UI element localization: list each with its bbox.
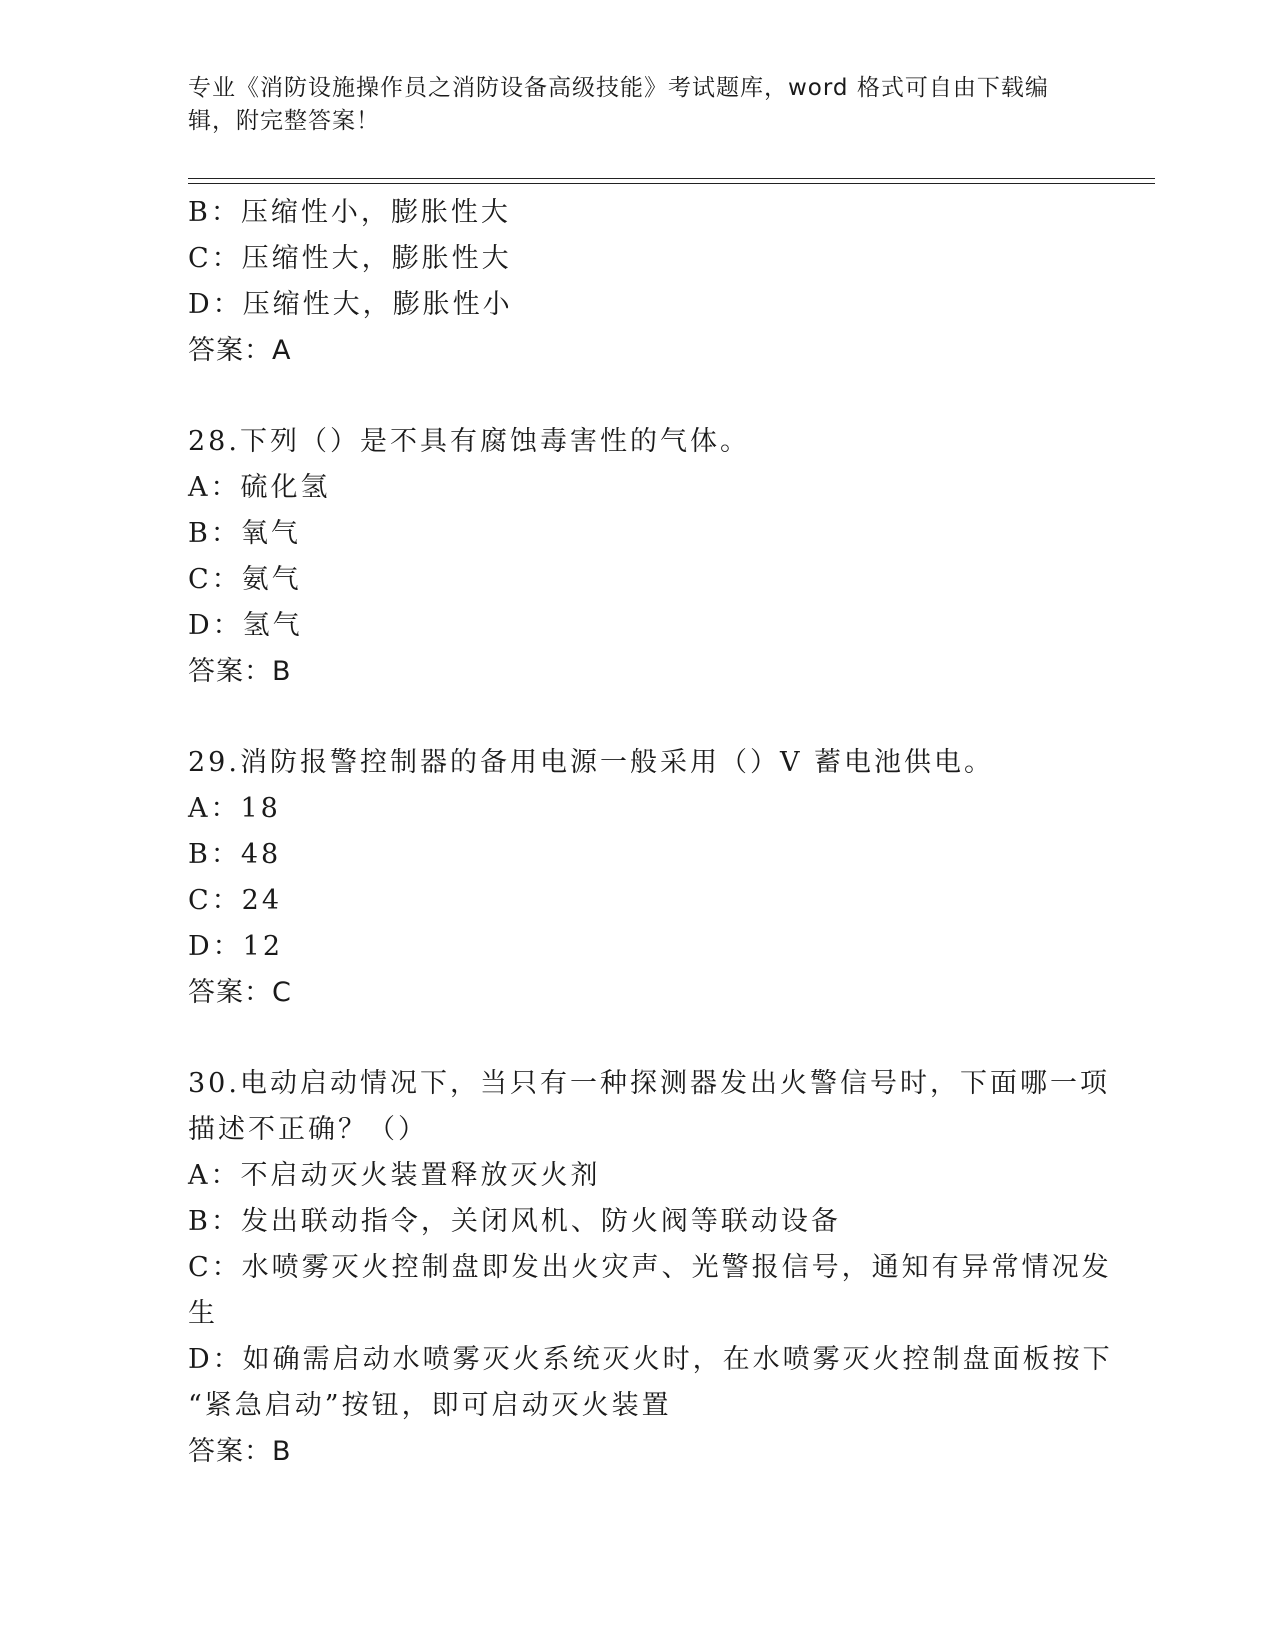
q29-option-d: D：12 (188, 931, 284, 962)
question-28 (188, 419, 1088, 695)
question-30 (188, 1061, 1113, 1475)
q28-option-d: D：氢气 (188, 610, 303, 641)
header-divider-bottom (188, 183, 1155, 184)
question-29 (188, 740, 1088, 1016)
q29-stem: 29.消防报警控制器的备用电源一般采用（）V 蓄电池供电。 (188, 747, 995, 778)
q27-answer: 答案：A (188, 335, 292, 366)
q28-option-c: C：氨气 (188, 564, 302, 595)
q30-option-d-line-2: “紧急启动”按钮，即可启动灭火装置 (188, 1390, 672, 1421)
q28-stem: 28.下列（）是不具有腐蚀毒害性的气体。 (188, 426, 750, 457)
q30-stem-line-2: 描述不正确？（） (188, 1114, 428, 1145)
header-line-1: 专业《消防设施操作员之消防设备高级技能》考试题库，word 格式可自由下载编 (188, 75, 1049, 101)
q28-option-b: B：氧气 (188, 518, 301, 549)
spacer (188, 374, 1088, 419)
q28-option-a: A：硫化氢 (188, 472, 331, 503)
q30-answer: 答案：B (188, 1436, 292, 1467)
question-27-partial (188, 190, 1088, 374)
spacer (188, 695, 1088, 740)
question-list (188, 190, 1113, 1475)
q27-option-c: C：压缩性大，膨胀性大 (188, 243, 512, 274)
q29-option-a: A：18 (188, 793, 281, 824)
q30-option-c-line-1: C：水喷雾灭火控制盘即发出火灾声、光警报信号，通知有异常情况发 (188, 1252, 1112, 1283)
q29-option-c: C：24 (188, 885, 283, 916)
q29-option-b: B：48 (188, 839, 282, 870)
q27-option-b: B：压缩性小，膨胀性大 (188, 197, 511, 228)
q30-option-d-line-1: D：如确需启动水喷雾灭火系统灭火时，在水喷雾灭火控制盘面板按下 (188, 1344, 1113, 1375)
q29-answer: 答案：C (188, 977, 292, 1008)
q28-answer: 答案：B (188, 656, 292, 687)
q27-option-d: D：压缩性大，膨胀性小 (188, 289, 513, 320)
q30-stem-line-1: 30.电动启动情况下，当只有一种探测器发出火警信号时，下面哪一项 (188, 1068, 1110, 1099)
q30-option-b: B：发出联动指令，关闭风机、防火阀等联动设备 (188, 1206, 841, 1237)
spacer (188, 1016, 1088, 1061)
q30-option-c-line-2: 生 (188, 1298, 218, 1329)
header-line-2: 辑，附完整答案！ (188, 108, 380, 134)
document-header (188, 72, 1068, 138)
header-divider-top (188, 178, 1155, 179)
q30-option-a: A：不启动灭火装置释放灭火剂 (188, 1160, 601, 1191)
